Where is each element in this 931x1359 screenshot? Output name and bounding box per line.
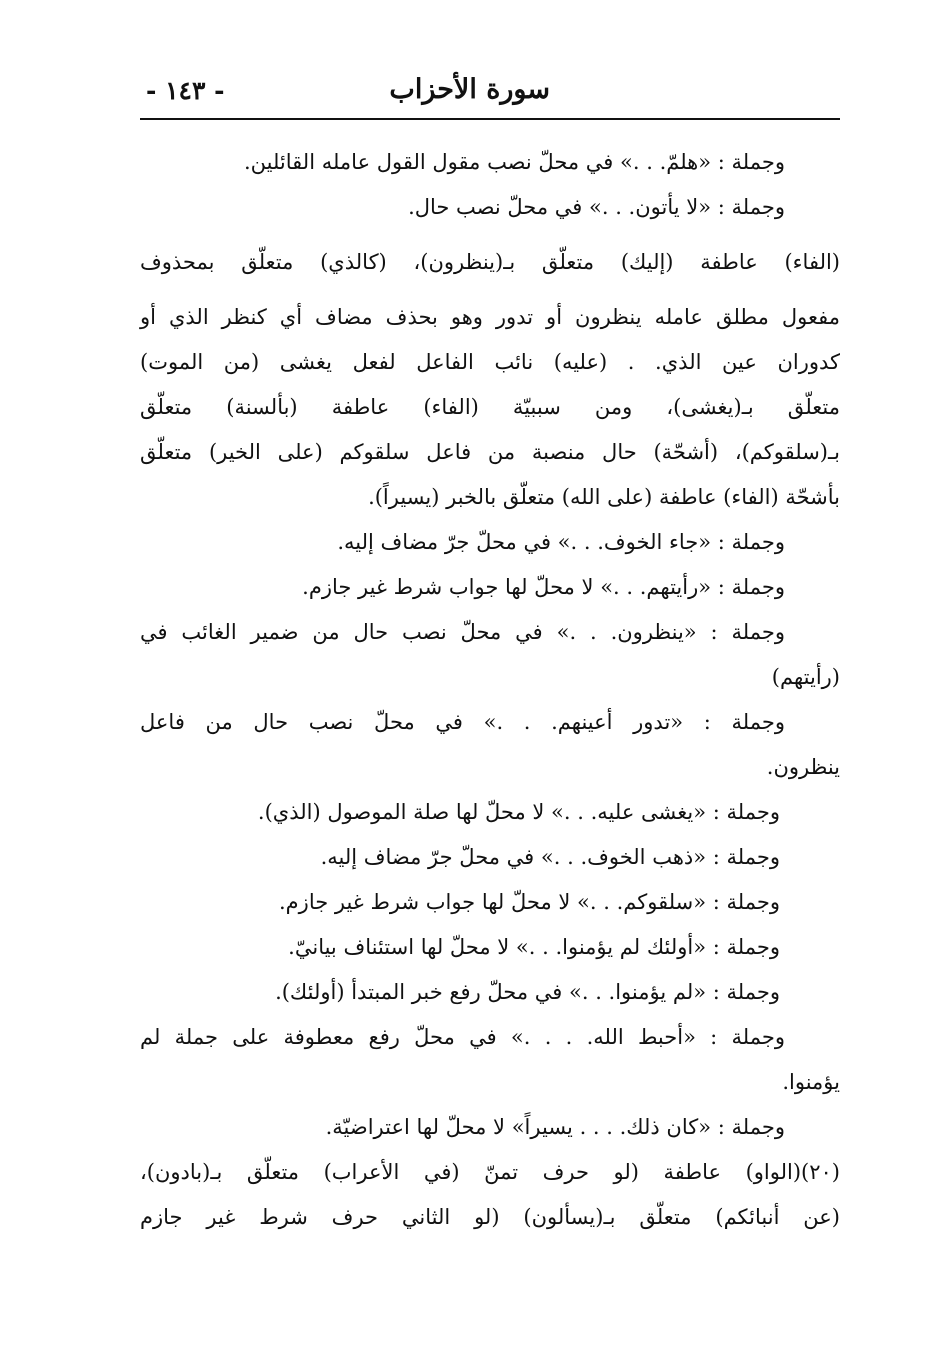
text-line: ينظرون. — [766, 755, 840, 779]
text-line: وجملة : «لا يأتون. . .» في محلّ نصب حال. — [408, 195, 785, 219]
text-line: (الفاء) عاطفة (إليك) متعلّق بـ(ينظرون)، (كالذي) متعلّق بمحذوف — [140, 250, 840, 274]
text-line: (عن أنبائكم) متعلّق بـ(يسألون) (لو الثاني حرف شرط غير جازم — [140, 1205, 840, 1229]
text-line: وجملة : «ذهب الخوف. . .» في محلّ جرّ مضاف إليه. — [320, 845, 780, 869]
text-line: وجملة : «يغشى عليه. . .» لا محلّ لها صلة الموصول (الذي). — [257, 800, 780, 824]
text-line: بأشحّة (الفاء) عاطفة (على الله) متعلّق بالخبر (يسيراً). — [368, 485, 840, 509]
text-line: وجملة : «أولئك لم يؤمنوا. . .» لا محلّ لها استئناف بيانيّ. — [288, 935, 780, 959]
text-line: وجملة : «تدور أعينهم. . .» في محلّ نصب حال من فاعل — [140, 710, 785, 734]
page-number: - ١٤٣ - — [146, 76, 225, 105]
text-line: وجملة : «رأيتهم. . .» لا محلّ لها جواب شرط غير جازم. — [302, 575, 785, 599]
text-line: متعلّق بـ(يغشى)، ومن سببيّة (الفاء) عاطفة (بألسنة) متعلّق — [140, 395, 840, 419]
text-line: وجملة : «أحبط الله. . . .» في محلّ رفع معطوفة على جملة لم — [140, 1025, 785, 1049]
page-body — [140, 120, 840, 1240]
page-title: سورة الأحزاب — [389, 74, 550, 105]
text-line: (٢٠)(الواو) عاطفة (لو حرف تمنّ (في الأعراب) متعلّق بـ(بادون)، — [140, 1160, 840, 1184]
text-line: وجملة : «جاء الخوف. . .» في محلّ جرّ مضاف إليه. — [337, 530, 785, 554]
text-line: بـ(سلقوكم)، (أشحّة) حال منصبة من فاعل سلقوكم (على الخير) متعلّق — [140, 440, 840, 464]
text-line: يؤمنوا. — [782, 1070, 840, 1094]
text-line: مفعول مطلق عامله ينظرون أو تدور وهو بحذف مضاف أي كنظر الذي أو — [140, 305, 840, 329]
text-line: كدوران عين الذي. . (عليه) نائب الفاعل لفعل يغشى (من الموت) — [140, 350, 840, 374]
text-line: وجملة : «لم يؤمنوا. . .» في محلّ رفع خبر المبتدأ (أولئك). — [275, 980, 780, 1004]
text-line: وجملة : «ينظرون. . .» في محلّ نصب حال من ضمير الغائب في — [140, 620, 785, 644]
text-line: وجملة : «كان ذلك. . . . يسيراً» لا محلّ لها اعتراضيّة. — [325, 1115, 785, 1139]
text-line: وجملة : «هلمّ. . .» في محلّ نصب مقول القول عامله القائلين. — [243, 150, 785, 174]
text-line: (رأيتهم) — [771, 665, 840, 689]
text-line: وجملة : «سلقوكم. . .» لا محلّ لها جواب شرط غير جازم. — [279, 890, 780, 914]
page-header — [140, 70, 840, 120]
page — [140, 70, 840, 1290]
